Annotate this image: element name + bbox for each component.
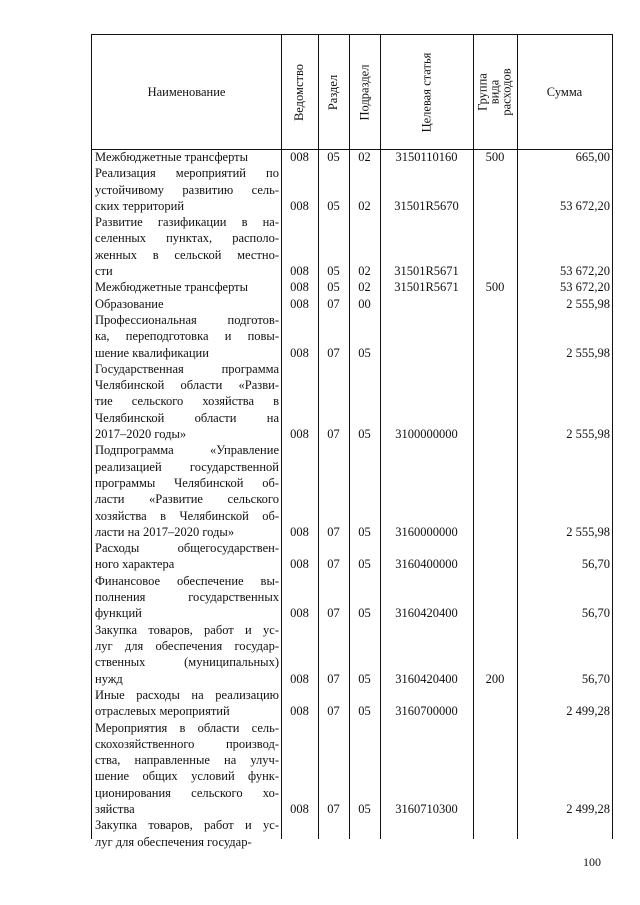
row-name-line: шение общих условий функ- xyxy=(95,769,279,784)
cell-ved: 008 xyxy=(290,671,309,686)
cell-ved: 008 xyxy=(290,524,309,539)
cell-ved: 008 xyxy=(290,427,309,442)
cell-cel: 3160700000 xyxy=(395,704,458,719)
header-gruppa xyxy=(473,35,517,149)
cell-raz: 05 xyxy=(327,150,340,164)
row-name-line: Расходы общегосударствен- xyxy=(95,541,279,556)
row-name xyxy=(95,279,279,295)
row-name-line: программы Челябинской об- xyxy=(95,475,279,490)
row-name-line: Межбюджетные трансферты xyxy=(95,150,249,164)
row-name xyxy=(95,622,279,687)
header-ved xyxy=(281,35,318,149)
table-header xyxy=(92,35,612,150)
cell-cel: 31501R5670 xyxy=(394,198,459,213)
cell-raz: 05 xyxy=(327,280,340,295)
cell-raz: 07 xyxy=(327,524,340,539)
cell-cel: 31501R5671 xyxy=(394,280,459,295)
table-row xyxy=(92,817,612,850)
header-gruppa-label: Группа вида расходов xyxy=(476,68,515,116)
row-name-line: ласти на 2017–2020 годы» xyxy=(95,524,235,539)
row-name-line: сти xyxy=(95,264,113,279)
header-podrazdel-label: Подраздел xyxy=(357,64,371,120)
row-name xyxy=(95,817,279,850)
cell-ved: 008 xyxy=(290,280,309,295)
cell-sum: 53 672,20 xyxy=(560,198,610,213)
cell-raz: 07 xyxy=(327,427,340,442)
cell-ved: 008 xyxy=(290,704,309,719)
cell-sum: 665,00 xyxy=(575,150,610,164)
cell-grp: 500 xyxy=(485,150,505,164)
cell-ved: 008 xyxy=(290,264,309,279)
table-row xyxy=(92,214,612,279)
cell-pod: 05 xyxy=(358,557,371,572)
row-name-line: луг для обеспечения государ- xyxy=(95,834,252,849)
header-podrazdel xyxy=(349,35,380,149)
cell-pod: 05 xyxy=(358,427,371,442)
row-name-line: хозяйства в Челябинской об- xyxy=(95,508,279,523)
row-name-line: функций xyxy=(95,606,142,621)
cell-pod: 05 xyxy=(358,524,371,539)
row-name xyxy=(95,165,279,214)
header-name-label: Наименование xyxy=(147,84,226,99)
row-name xyxy=(95,687,279,720)
cell-sum: 2 499,28 xyxy=(566,802,610,816)
row-name-line: Профессиональная подготов- xyxy=(95,313,279,327)
table-row xyxy=(92,622,612,687)
row-name-line: Закупка товаров, работ и ус- xyxy=(95,622,279,637)
cell-sum: 2 499,28 xyxy=(566,704,610,719)
cell-raz: 05 xyxy=(327,198,340,213)
row-name xyxy=(95,442,279,540)
cell-ved: 008 xyxy=(290,802,309,816)
cell-cel: 3160400000 xyxy=(395,557,458,572)
cell-sum: 53 672,20 xyxy=(560,280,610,295)
cell-pod: 00 xyxy=(358,296,371,311)
cell-cel: 3160420400 xyxy=(395,671,458,686)
header-summa xyxy=(517,35,612,149)
cell-pod: 02 xyxy=(358,264,371,279)
cell-ved: 008 xyxy=(290,557,309,572)
cell-cel: 3160420400 xyxy=(395,606,458,621)
cell-ved: 008 xyxy=(290,606,309,621)
row-name-line: Межбюджетные трансферты xyxy=(95,280,249,295)
cell-sum: 2 555,98 xyxy=(566,345,610,360)
row-name-line: зяйства xyxy=(95,801,135,816)
row-name xyxy=(95,296,279,312)
row-name-line: Закупка товаров, работ и ус- xyxy=(95,818,279,833)
row-name-line: тие сельского хозяйства в xyxy=(95,394,279,409)
table-row xyxy=(92,720,612,818)
row-name-line: нужд xyxy=(95,671,123,686)
row-name-line: отраслевых мероприятий xyxy=(95,704,230,719)
row-name-line: ских территорий xyxy=(95,198,185,213)
row-name-line: шение квалификации xyxy=(95,345,209,360)
page-number: 100 xyxy=(583,855,601,869)
cell-sum: 2 555,98 xyxy=(566,524,610,539)
cell-pod: 05 xyxy=(358,704,371,719)
row-name-line: полнения государственных xyxy=(95,590,279,605)
row-name-line: луг для обеспечения государ- xyxy=(95,638,279,653)
cell-grp: 500 xyxy=(485,280,505,295)
cell-ved: 008 xyxy=(290,198,309,213)
header-celevaya-label: Целевая статья xyxy=(418,52,433,132)
row-name-line: Реализация мероприятий по xyxy=(95,166,279,181)
cell-cel: 31501R5671 xyxy=(394,264,459,279)
cell-sum: 2 555,98 xyxy=(566,296,610,311)
cell-raz: 05 xyxy=(327,264,340,279)
row-name xyxy=(95,540,279,573)
table-row xyxy=(92,540,612,573)
table-row xyxy=(92,279,612,295)
header-ved-label: Ведомство xyxy=(292,63,306,121)
cell-raz: 07 xyxy=(327,671,340,686)
row-name xyxy=(95,214,279,279)
header-razdel-label: Раздел xyxy=(326,74,341,110)
row-name xyxy=(95,312,279,361)
row-name-line: ного характера xyxy=(95,557,175,572)
header-celevaya xyxy=(380,35,473,149)
cell-ved: 008 xyxy=(290,296,309,311)
row-name-line: ственных (муниципальных) xyxy=(95,655,279,670)
cell-raz: 07 xyxy=(327,802,340,816)
table-row xyxy=(92,687,612,720)
table-row xyxy=(92,361,612,443)
row-name-line: Мероприятия в области сель- xyxy=(95,720,279,735)
row-name-line: ласти «Развитие сельского xyxy=(95,492,279,507)
row-name-line: Челябинской области на xyxy=(95,410,279,425)
row-name xyxy=(95,720,279,818)
cell-pod: 05 xyxy=(358,345,371,360)
cell-sum: 56,70 xyxy=(581,671,610,686)
row-name xyxy=(95,573,279,622)
row-name-line: ционирования сельского хо- xyxy=(95,785,279,800)
row-name-line: ства, направленные на улуч- xyxy=(95,753,279,768)
table-row xyxy=(92,442,612,540)
row-name-line: Иные расходы на реализацию xyxy=(95,687,279,702)
cell-pod: 02 xyxy=(358,280,371,295)
row-name-line: Развитие газификации в на- xyxy=(95,215,279,230)
cell-sum: 2 555,98 xyxy=(566,427,610,442)
cell-sum: 56,70 xyxy=(581,557,610,572)
cell-ved: 008 xyxy=(290,150,309,164)
table-row xyxy=(92,149,612,165)
row-name xyxy=(95,361,279,442)
row-name-line: Подпрограмма «Управление xyxy=(95,443,279,458)
row-name-line: 2017–2020 годы» xyxy=(95,427,187,442)
row-name xyxy=(95,149,279,165)
header-name xyxy=(92,35,281,149)
cell-pod: 02 xyxy=(358,198,371,213)
cell-cel: 3100000000 xyxy=(395,427,458,442)
table-row xyxy=(92,296,612,312)
cell-pod: 05 xyxy=(358,671,371,686)
header-summa-label: Сумма xyxy=(546,84,583,99)
cell-raz: 07 xyxy=(327,345,340,360)
cell-cel: 3150110160 xyxy=(395,150,458,164)
row-name-line: скохозяйственного производ- xyxy=(95,736,279,751)
cell-sum: 56,70 xyxy=(581,606,610,621)
row-name-line: Финансовое обеспечение вы- xyxy=(95,573,279,588)
row-name-line: Челябинской области «Разви- xyxy=(95,378,279,393)
cell-pod: 05 xyxy=(358,802,371,816)
row-name-line: женных в сельской местно- xyxy=(95,247,279,262)
cell-grp: 200 xyxy=(485,671,505,686)
cell-raz: 07 xyxy=(327,606,340,621)
cell-ved: 008 xyxy=(290,345,309,360)
row-name-line: ка, переподготовка и повы- xyxy=(95,329,279,344)
cell-cel: 3160000000 xyxy=(395,524,458,539)
row-name-line: селенных пунктах, располо- xyxy=(95,231,279,246)
header-razdel xyxy=(318,35,349,149)
cell-pod: 02 xyxy=(358,150,371,164)
row-name-line: Государственная программа xyxy=(95,361,279,376)
row-name-line: устойчивому развитию сель- xyxy=(95,182,279,197)
cell-cel: 3160710300 xyxy=(395,802,458,816)
budget-table xyxy=(91,34,613,849)
cell-raz: 07 xyxy=(327,704,340,719)
table-row xyxy=(92,312,612,361)
row-name-line: реализацией государственной xyxy=(95,459,279,474)
cell-sum: 53 672,20 xyxy=(560,264,610,279)
cell-pod: 05 xyxy=(358,606,371,621)
cell-raz: 07 xyxy=(327,296,340,311)
table-row xyxy=(92,573,612,622)
cell-raz: 07 xyxy=(327,557,340,572)
table-row xyxy=(92,165,612,214)
row-name-line: Образование xyxy=(95,296,164,311)
